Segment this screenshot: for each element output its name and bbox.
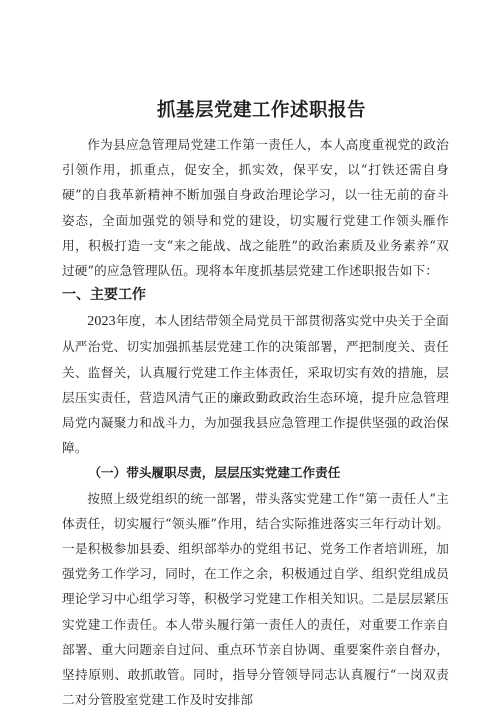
intro-paragraph: 作为县应急管理局党建工作第一责任人，本人高度重视党的政治引领作用，抓重点，促安全，抓实效，保平安，以“打铁还需自身硬”的自我革新精神不断加强自身政治理论学习，以一往无前的奋斗姿态，全面加强党的领导和党的建设，切实履行党建工作领头雁作用，积极打造一支“来之能战、战之能胜”的政治素质及业务素养“双过硬”的应急管理队伍。现将本年度抓基层党建工作述职报告如下： — [62, 137, 449, 279]
section-heading-main-work: 一、主要工作 — [62, 287, 146, 304]
subsection1-paragraph: 按照上级党组织的统一部署，带头落实党建工作“第一责任人”主体责任，切实履行“领头雁”作用，结合实际推进落实三年行动计划。一是积极参加县委、组织部举办的党组书记、党务工作者培训班，加强党务工作学习，同时，在工作之余，积极通过自学、组织党组成员理论学习中心组学习等，积极学习党建工作相关知识。二是层层紧压实党建工作责任。本人带头履行第一责任人的责任，对重要工作亲自部署、重大问题亲自过问、重点环节亲自协调、重要案件亲自督办，坚持原则、敢抓敢管。同时，指导分管领导同志认真履行“一岗双责二对分管股室党建工作及时安排部 — [62, 490, 449, 708]
document-title: 抓基层党建工作述职报告 — [156, 100, 366, 121]
section1-paragraph — [62, 308, 449, 460]
section1-paragraph-text: 年度，本人团结带领全局党员干部贯彻落实党中央关于全面从严治党、切实加强抓基层党建工作的决策部署，严把制度关、责任关、监督关，认真履行党建工作主体责任，采取切实有效的措施，层层压实责任，营造风清气正的廉政勤政政治生态环境，提升应急管理局党内凝聚力和战斗力，为加强我县应急管理工作提供坚强的政治保障。 — [62, 313, 449, 456]
subsection-heading-1: （一）带头履职尽责，层层压实党建工作责任 — [88, 465, 341, 481]
year-number: 2023 — [87, 314, 116, 330]
